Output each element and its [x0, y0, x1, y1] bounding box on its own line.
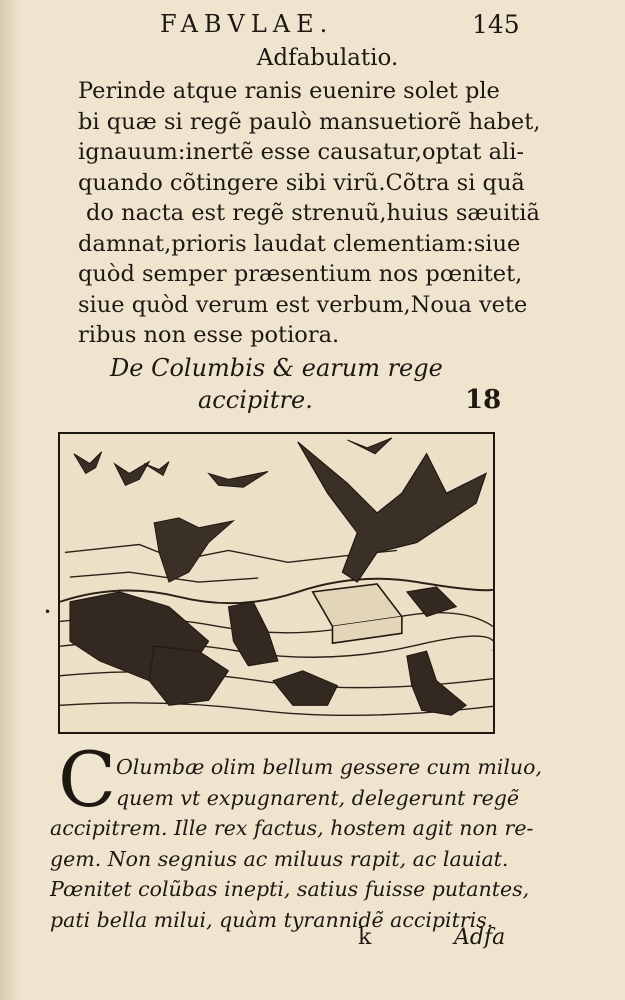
text-line: Olumbæ olim bellum gessere cum miluo, — [116, 755, 542, 779]
running-head: FABVLAE. — [160, 10, 334, 38]
page-number: 145 — [472, 10, 520, 39]
text-line: do nacta est regẽ strenuũ,huius sæuitiã — [86, 200, 540, 226]
text-line: ribus non esse potiora. — [78, 322, 340, 348]
woodcut-illustration-doves-hawk-icon — [58, 432, 495, 734]
adfabulatio-text — [78, 76, 541, 351]
catchword: Adfa — [454, 925, 506, 950]
fable-title — [110, 352, 510, 416]
text-line: pati bella milui, quàm tyrannidẽ accipitris. — [50, 907, 494, 932]
text-line: ignauum:inertẽ esse causatur,optat ali- — [78, 139, 524, 165]
fable-title-line-2: accipitre. — [198, 386, 313, 414]
fable-number: 18 — [465, 385, 502, 415]
text-line: quòd semper præsentium nos pœnitet, — [78, 261, 523, 287]
text-line: siue quòd verum est verbum,Noua vete — [78, 291, 528, 318]
gutter-shadow — [0, 0, 22, 1000]
section-heading: Adfabulatio. — [256, 45, 399, 71]
text-line: accipitrem. Ille rex factus, hostem agit non re- — [50, 816, 534, 840]
page-header — [0, 10, 625, 40]
signature-mark: k — [358, 925, 372, 950]
text-line: Pœnitet colũbas inepti, satius fuisse putantes, — [50, 877, 530, 901]
text-line: gem. Non segnius ac miluus rapit, ac lauiat. — [50, 846, 509, 871]
text-line: quem vt expugnarent, delegerunt regẽ — [116, 785, 520, 810]
text-line: quando cõtingere sibi virũ.Cõtra si quã — [78, 169, 525, 196]
fable-text — [50, 752, 542, 935]
drop-capital: C — [58, 735, 117, 824]
text-line: damnat,prioris laudat clementiam:siue — [78, 230, 521, 257]
text-line: Perinde atque ranis euenire solet ple — [78, 78, 500, 104]
text-line: bi quæ si regẽ paulò mansuetiorẽ habet, — [78, 108, 541, 135]
fable-title-line-1: De Columbis & earum rege — [110, 354, 443, 382]
margin-mark: • — [44, 605, 52, 619]
